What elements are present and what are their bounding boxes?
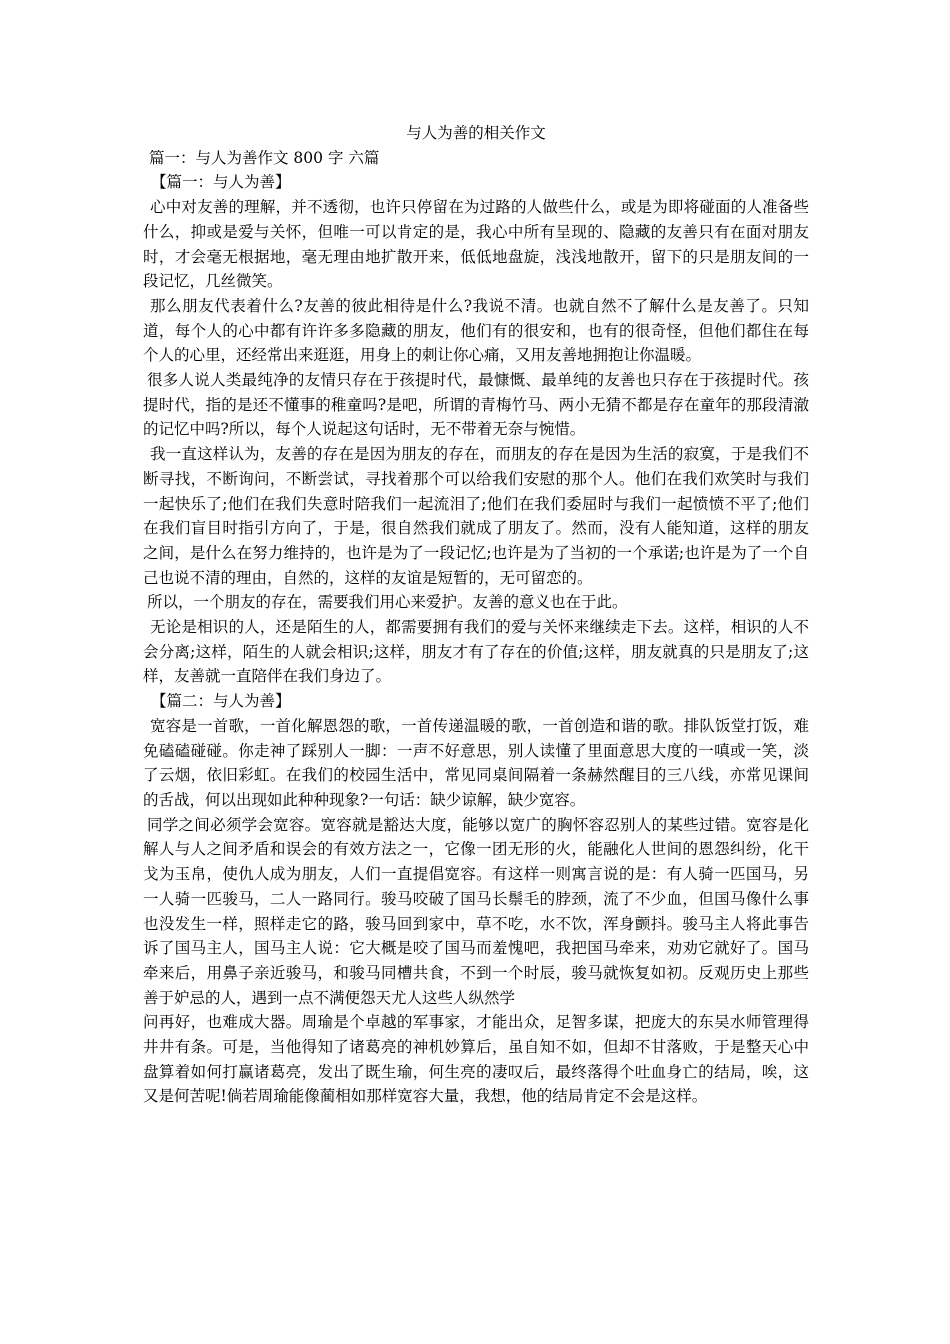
paragraph: 那么朋友代表着什么?友善的彼此相待是什么?我说不清。也就自然不了解什么是友善了。只知道，每个人的心中都有许许多多隐藏的朋友，他们有的很安和，也有的很奇怪，但他们都住在每个人的心里，还经常出来逛逛，用身上的刺让你心痛，又用友善地拥抱让你温暖。 (143, 296, 809, 365)
section-heading: 【篇一：与人为善】 (151, 173, 291, 192)
document-title: 与人为善的相关作文 (406, 124, 546, 142)
paragraph: 宽容是一首歌，一首化解恩怨的歌，一首传递温暖的歌，一首创造和谐的歌。排队饭堂打饭，难免磕磕碰碰。你走神了踩别人一脚：一声不好意思，别人读懂了里面意思大度的一嗔或一笑，淡了云烟，依旧彩虹。在我们的校园生活中，常见同桌间隔着一条赫然醒目的三八线，亦常见课间的舌战，何以出现如此种种现象?一句话：缺少谅解，缺少宽容。 (143, 716, 809, 809)
paragraph: 我一直这样认为，友善的存在是因为朋友的存在，而朋友的存在是因为生活的寂寞，于是我们不断寻找，不断询问，不断尝试，寻找着那个可以给我们安慰的那个人。他们在我们欢笑时与我们一起快乐了;他们在我们失意时陪我们一起流泪了;他们在我们委屈时与我们一起愤愤不平了;他们在我们盲目时指引方向了，于是，很自然我们就成了朋友了。然而，没有人能知道，这样的朋友之间，是什么在努力维持的，也许是为了一段记忆;也许是为了当初的一个承诺;也许是为了一个自己也说不清的理由，自然的，这样的友谊是短暂的，无可留恋的。 (143, 445, 809, 587)
paragraph: 所以，一个朋友的存在，需要我们用心来爱护。友善的意义也在于此。 (147, 593, 628, 612)
paragraph: 无论是相识的人，还是陌生的人，都需要拥有我们的爱与关怀来继续走下去。这样，相识的人不会分离;这样，陌生的人就会相识;这样，朋友才有了存在的价值;这样，朋友就真的只是朋友了;这样，友善就一直陪伴在我们身边了。 (143, 618, 809, 686)
paragraph: 心中对友善的理解，并不透彻，也许只停留在为过路的人做些什么，或是为即将碰面的人准备些什么，抑或是爱与关怀，但唯一可以肯定的是，我心中所有呈现的、隐藏的友善只有在面对朋友时，才会毫无根据地，毫无理由地扩散开来，低低地盘旋，浅浅地散开，留下的只是朋友间的一段记忆，几丝微笑。 (143, 198, 809, 291)
paragraph: 很多人说人类最纯净的友情只存在于孩提时代，最慷慨、最单纯的友善也只存在于孩提时代。孩提时代，指的是还不懂事的稚童吗?是吧，所谓的青梅竹马、两小无猜不都是存在童年的那段清澈的记忆中吗?所以，每个人说起这句话时，无不带着无奈与惋惜。 (143, 371, 809, 439)
section-heading: 【篇二：与人为善】 (151, 692, 291, 711)
document-page (143, 121, 809, 1109)
paragraph: 问再好，也难成大器。周瑜是个卓越的军事家，才能出众，足智多谋，把庞大的东吴水师管理得井井有条。可是，当他得知了诸葛亮的神机妙算后，虽自知不如，但却不甘落败，于是整天心中盘算着如何打赢诸葛亮，发出了既生瑜，何生亮的凄叹后，最终落得个吐血身亡的结局，唉，这又是何苦呢!倘若周瑜能像蔺相如那样宽容大量，我想，他的结局肯定不会是这样。 (143, 1013, 809, 1106)
paragraph: 同学之间必须学会宽容。宽容就是豁达大度，能够以宽广的胸怀容忍别人的某些过错。宽容是化解人与人之间矛盾和误会的有效方法之一，它像一团无形的火，能融化人世间的恩怨纠纷，化干戈为玉帛，使仇人成为朋友，人们一直提倡宽容。有这样一则寓言说的是：有人骑一匹国马，另一人骑一匹骏马，二人一路同行。骏马咬破了国马长鬃毛的脖颈，流了不少血，但国马像什么事也没发生一样，照样走它的路，骏马回到家中，草不吃，水不饮，浑身颤抖。骏马主人将此事告诉了国马主人，国马主人说：它大概是咬了国马而羞愧吧，我把国马牵来，劝劝它就好了。国马牵来后，用鼻子亲近骏马，和骏马同槽共食，不到一个时辰，骏马就恢复如初。反观历史上那些善于妒忌的人，遇到一点不满便怨天尤人这些人纵然学 (143, 815, 809, 1007)
document-subtitle: 篇一：与人为善作文 800 字 六篇 (149, 148, 380, 167)
